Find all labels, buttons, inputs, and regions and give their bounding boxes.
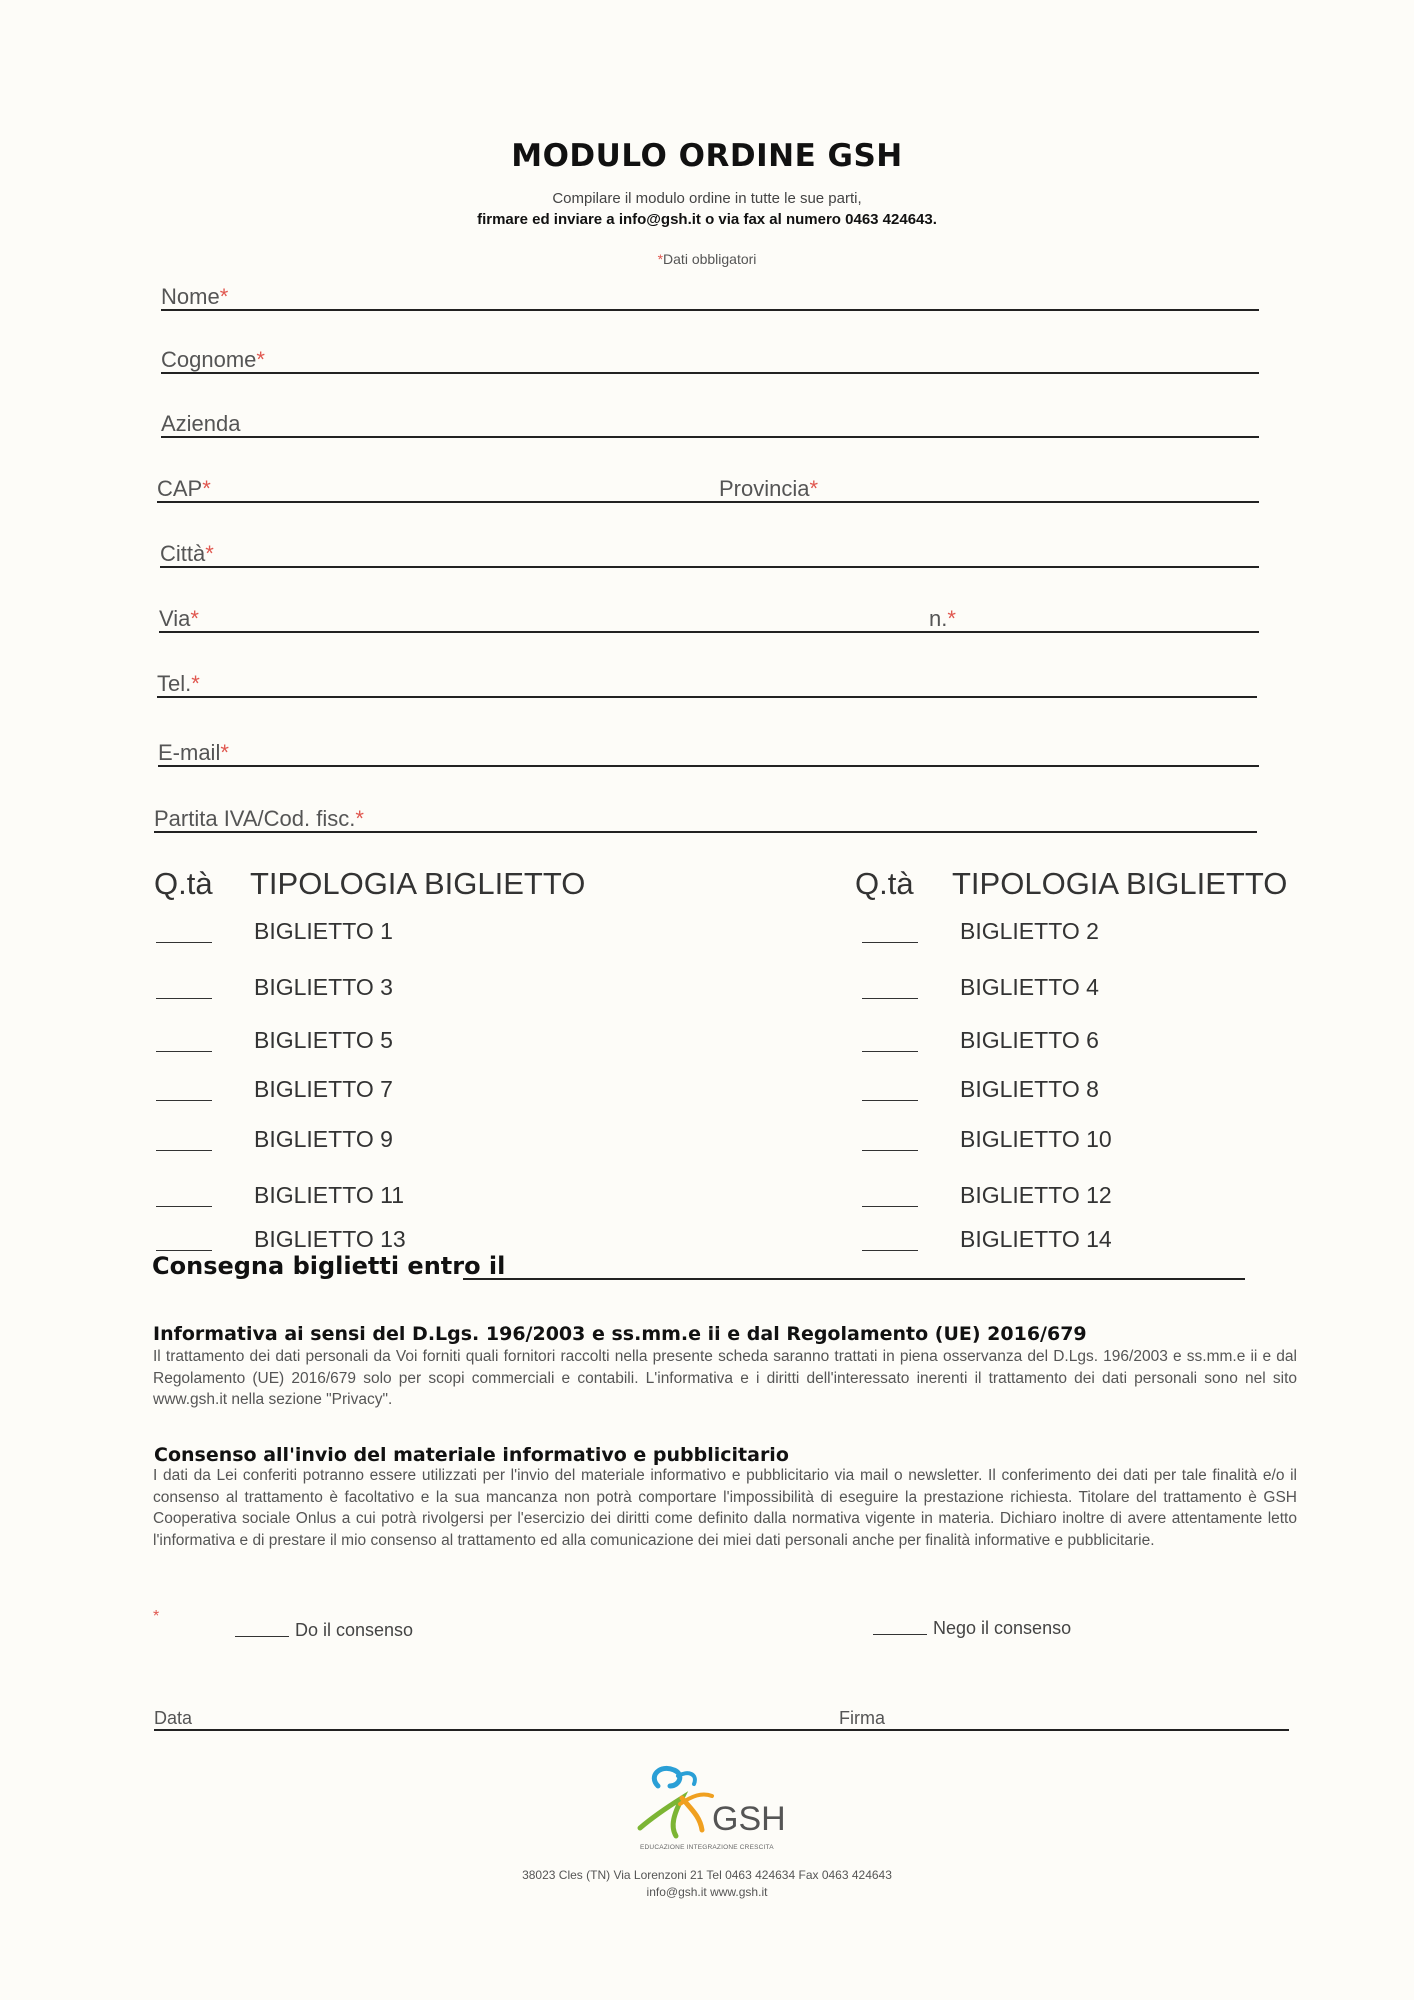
- ticket-type-label: BIGLIETTO 4: [960, 974, 1099, 1000]
- ticket-type-label: BIGLIETTO 3: [254, 974, 393, 1000]
- via-label: Via: [159, 606, 191, 631]
- footer-contacts: info@gsh.it www.gsh.it: [646, 1885, 768, 1899]
- citta-field[interactable]: Città *: [160, 540, 1259, 568]
- deny-consent-option[interactable]: [873, 1618, 1071, 1639]
- provincia-label: Provincia: [719, 476, 810, 501]
- logo-tagline: EDUCAZIONE INTEGRAZIONE CRESCITA: [640, 1844, 774, 1851]
- signature-field[interactable]: [839, 1707, 1289, 1731]
- qty-header-right: Q.tà: [855, 866, 914, 901]
- ticket-type-label: BIGLIETTO 6: [960, 1027, 1099, 1053]
- azienda-field[interactable]: [161, 410, 1259, 438]
- ticket-type-label: BIGLIETTO 7: [254, 1076, 393, 1102]
- ticket-qty-field[interactable]: [156, 998, 212, 999]
- ticket-type-label: BIGLIETTO 11: [254, 1182, 404, 1208]
- cognome-label: Cognome: [161, 347, 257, 372]
- ticket-type-label: BIGLIETTO 8: [960, 1076, 1099, 1102]
- privacy-text: Il trattamento dei dati personali da Voi forniti quali fornitori raccolti nella presente scheda saranno trattati in piena osservanza del D.Lgs. 196/2003 e ss.mm.e ii e dal Regolamento (UE) 2016/679 solo per scopi commerciali e contabili. L'informativa e i diritti dell'interessato inerenti il trattamento dei dati personali sono nel sito www.gsh.it nella sezione "Privacy".: [153, 1348, 1297, 1408]
- signature-label: Firma: [839, 1708, 885, 1728]
- numero-label: n.: [929, 606, 948, 631]
- ticket-type-label: BIGLIETTO 9: [254, 1126, 393, 1152]
- privacy-title: Informativa ai sensi del D.Lgs. 196/2003 e ss.mm.e ii e dal Regolamento (UE) 2016/679: [153, 1323, 1087, 1345]
- ticket-type-label: BIGLIETTO 10: [960, 1126, 1112, 1152]
- ticket-qty-field[interactable]: [862, 1150, 918, 1151]
- gsh-logo: [630, 1756, 790, 1860]
- ticket-qty-field[interactable]: [862, 1250, 918, 1251]
- deny-consent-label: Nego il consenso: [933, 1618, 1072, 1638]
- ticket-qty-field[interactable]: [862, 1206, 918, 1207]
- ticket-qty-field[interactable]: [862, 942, 918, 943]
- ticket-qty-field[interactable]: [156, 1150, 212, 1151]
- give-consent-label: Do il consenso: [295, 1620, 414, 1640]
- date-field[interactable]: [154, 1707, 839, 1731]
- cognome-field[interactable]: Cognome *: [161, 346, 1259, 374]
- ticket-type-label: BIGLIETTO 14: [960, 1226, 1112, 1252]
- email-field[interactable]: E-mail *: [158, 739, 1259, 767]
- consent-required-marker: *: [153, 1608, 160, 1625]
- numero-field[interactable]: n. *: [929, 605, 1259, 633]
- ticket-type-label: BIGLIETTO 1: [254, 918, 393, 944]
- give-consent-option[interactable]: [235, 1620, 413, 1641]
- ticket-qty-field[interactable]: [156, 1250, 212, 1251]
- nome-field[interactable]: Nome *: [161, 283, 1259, 311]
- nome-label: Nome: [161, 284, 220, 309]
- delivery-date-field[interactable]: [463, 1278, 1245, 1280]
- ticket-type-label: BIGLIETTO 12: [960, 1182, 1112, 1208]
- azienda-label: Azienda: [161, 411, 241, 436]
- qty-header-left: Q.tà: [154, 866, 213, 901]
- instruction-line-2: firmare ed inviare a info@gsh.it o via fax al numero 0463 424643.: [477, 211, 937, 228]
- ticket-type-label: BIGLIETTO 2: [960, 918, 1099, 944]
- type-header-left: TIPOLOGIA BIGLIETTO: [250, 866, 586, 901]
- ticket-qty-field[interactable]: [862, 1051, 918, 1052]
- email-label: E-mail: [158, 740, 221, 765]
- consent-title: Consenso all'invio del materiale informativo e pubblicitario: [154, 1444, 789, 1466]
- ticket-type-label: BIGLIETTO 5: [254, 1027, 393, 1053]
- partita-iva-field[interactable]: Partita IVA/Cod. fisc. *: [154, 805, 1257, 833]
- date-label: Data: [154, 1708, 193, 1728]
- partita-iva-label: Partita IVA/Cod. fisc.: [154, 806, 356, 831]
- page-title: MODULO ORDINE GSH: [511, 138, 903, 174]
- ticket-qty-field[interactable]: [156, 942, 212, 943]
- required-note: *Dati obbligatori: [657, 251, 757, 267]
- ticket-qty-field[interactable]: [156, 1100, 212, 1101]
- provincia-field[interactable]: Provincia *: [719, 475, 1259, 503]
- footer-address: 38023 Cles (TN) Via Lorenzoni 21 Tel 0463 424634 Fax 0463 424643: [522, 1868, 892, 1882]
- ticket-qty-field[interactable]: [156, 1206, 212, 1207]
- cap-field[interactable]: CAP *: [157, 475, 719, 503]
- deny-consent-blank[interactable]: [873, 1634, 927, 1635]
- via-field[interactable]: Via *: [159, 605, 929, 633]
- logo-text: GSH: [712, 1800, 786, 1838]
- type-header-right: TIPOLOGIA BIGLIETTO: [952, 866, 1288, 901]
- ticket-qty-field[interactable]: [862, 1100, 918, 1101]
- ticket-qty-field[interactable]: [862, 998, 918, 999]
- tel-field[interactable]: Tel. *: [157, 670, 1257, 698]
- consent-text: I dati da Lei conferiti potranno essere utilizzati per l'invio del materiale informativo e pubblicitario via mail o newsletter. Il conferimento dei dati per tale finalità e/o il consenso al trattamento è facoltativo e la sua mancanza non potrà comportare l'impossibilità di eseguire la prestazione richiesta. Titolare del trattamento è GSH Cooperativa sociale Onlus a cui potrà rivolgersi per l'esercizio dei diritti come definito dalla normativa vigente in materia. Dichiaro inoltre di avere attentamente letto l'informativa e di prestare il mio consenso al trattamento ed alla comunicazione dei miei dati personali anche per finalità informative e pubblicitarie.: [153, 1467, 1297, 1549]
- tel-label: Tel.: [157, 671, 192, 696]
- cap-label: CAP: [157, 476, 203, 501]
- ticket-type-label: BIGLIETTO 13: [254, 1226, 406, 1252]
- delivery-label: Consegna biglietti entro il: [152, 1252, 506, 1280]
- instruction-line-1: Compilare il modulo ordine in tutte le sue parti,: [552, 190, 862, 207]
- citta-label: Città: [160, 541, 206, 566]
- ticket-qty-field[interactable]: [156, 1051, 212, 1052]
- give-consent-blank[interactable]: [235, 1636, 289, 1637]
